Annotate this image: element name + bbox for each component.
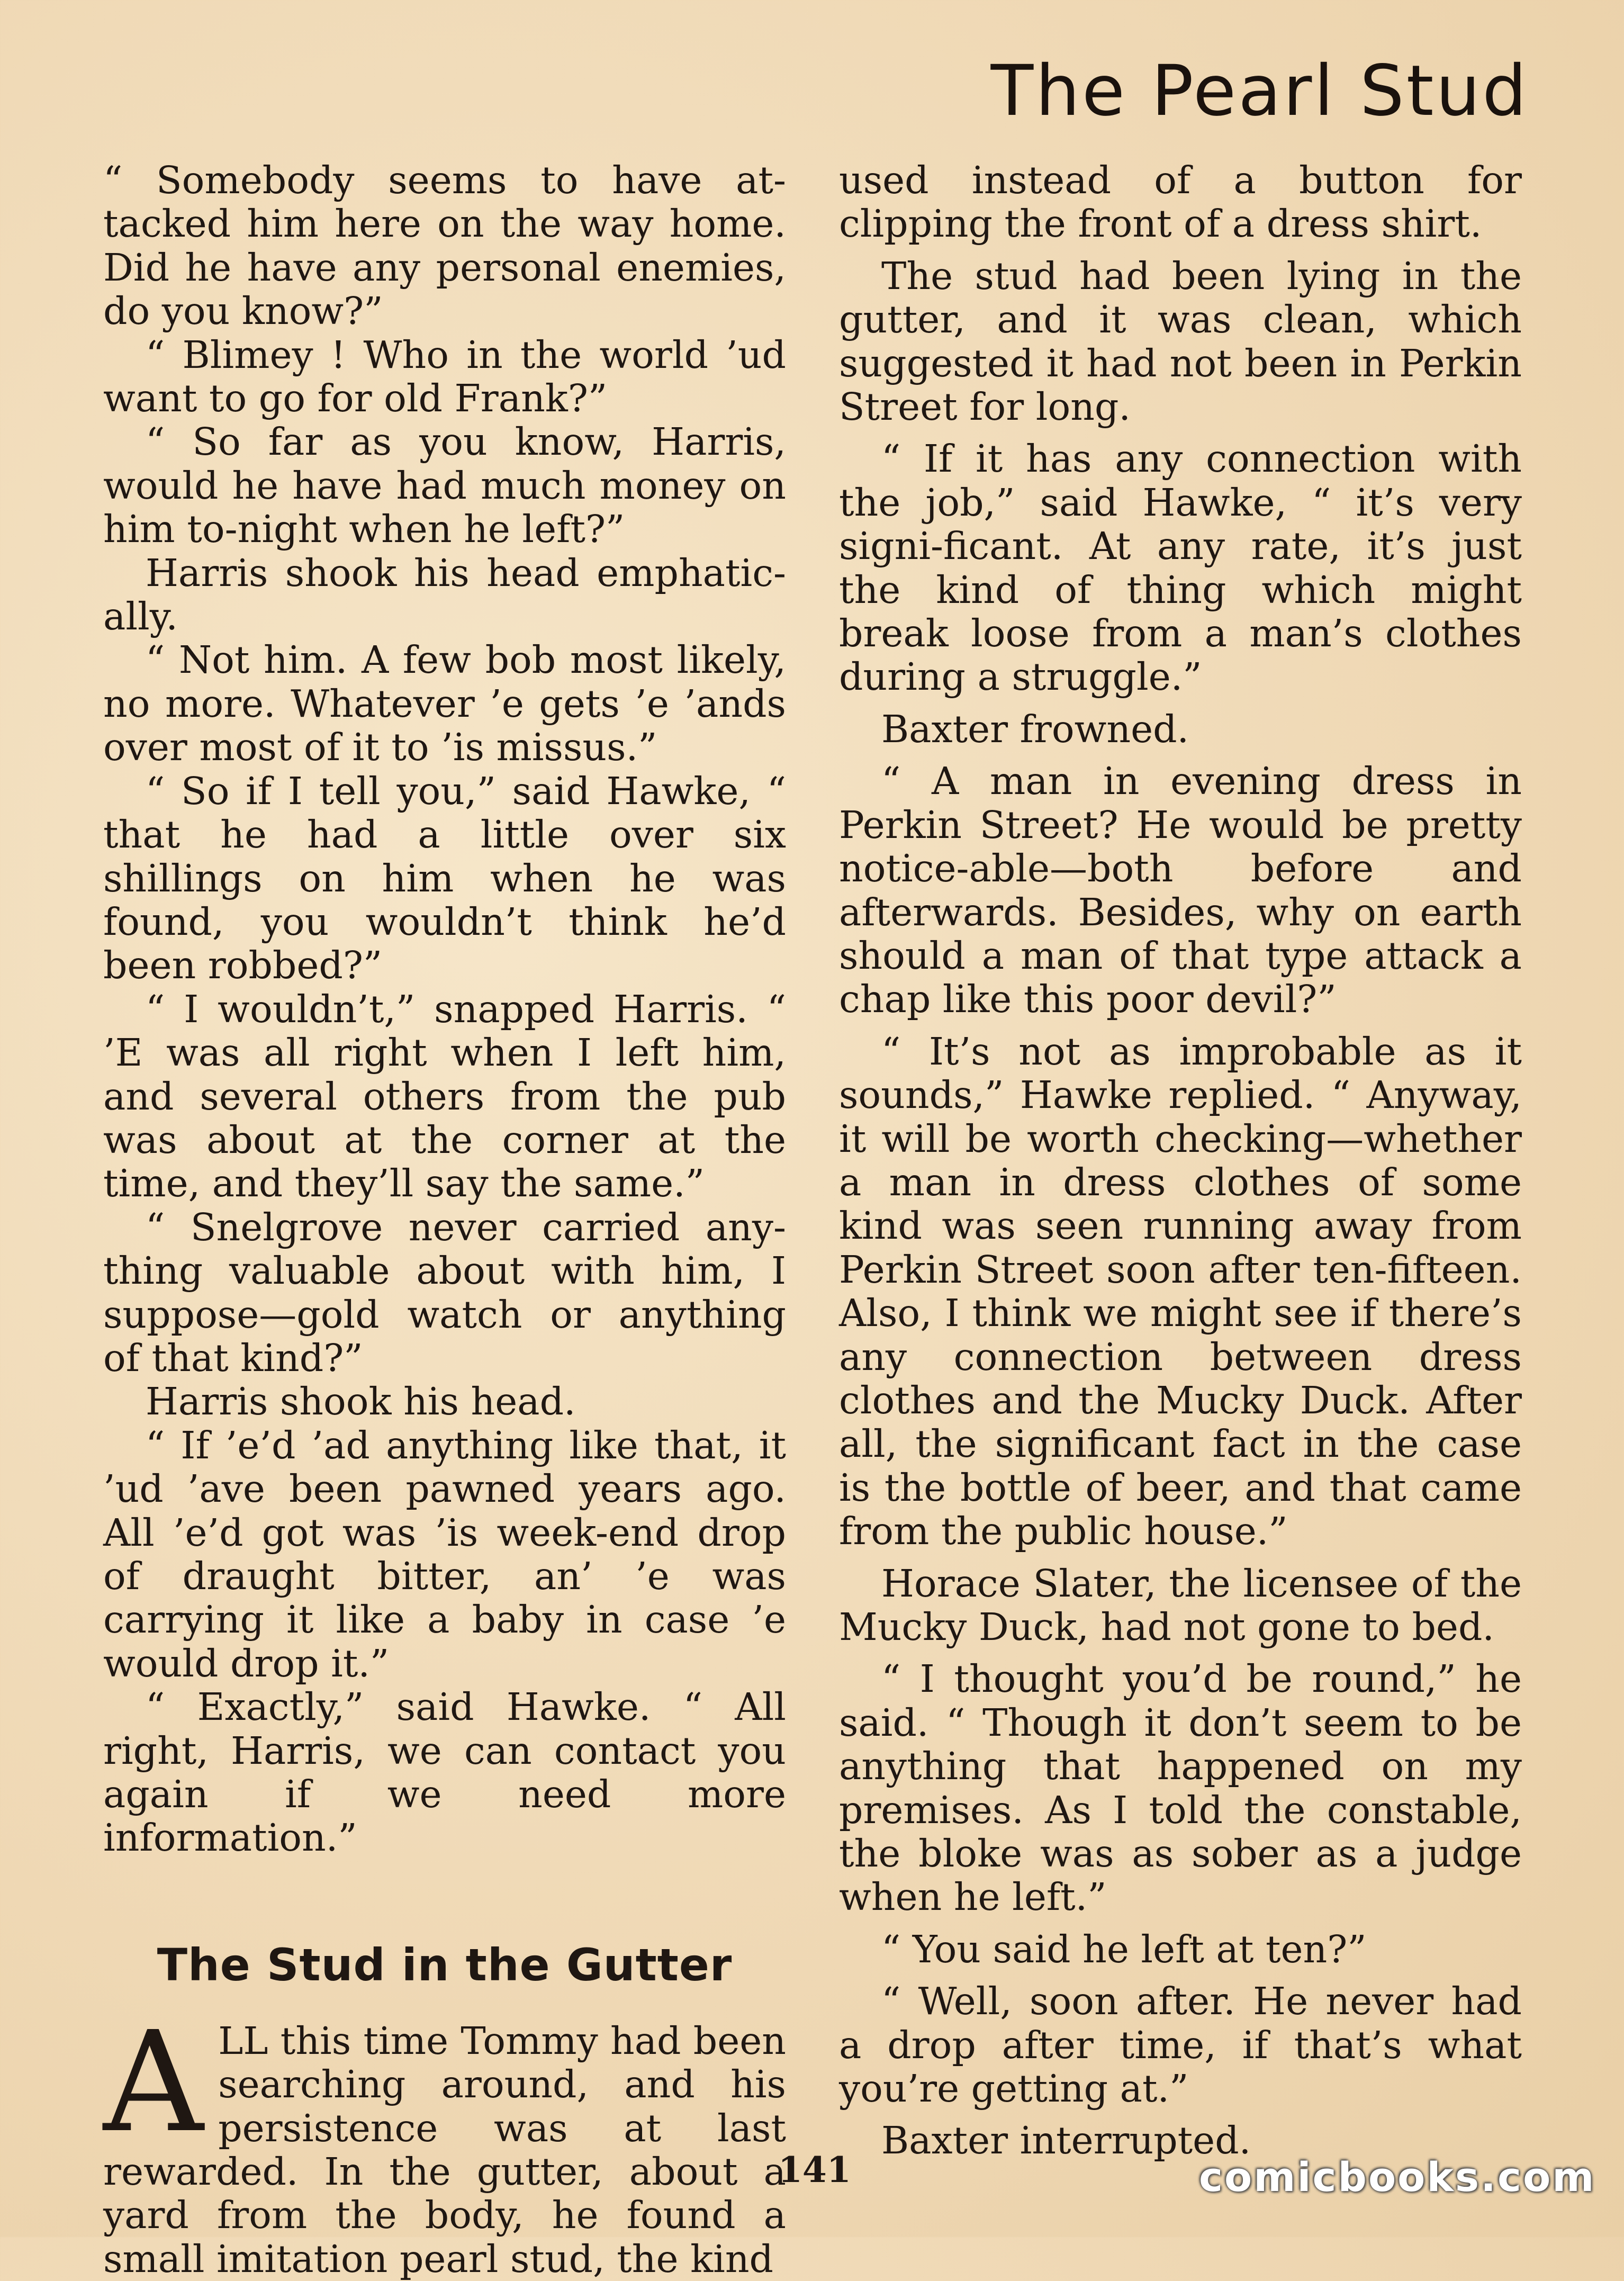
page-number: 141	[778, 2149, 851, 2190]
running-title: The Pearl Stud	[990, 50, 1529, 132]
left-column	[103, 159, 786, 2281]
paragraph: Baxter interrupted.	[881, 2118, 1251, 2163]
paragraph: “ I wouldn’t,” snapped Harris. “ ’E was all right when I left him, and several others from the pub was about at the corner at the time, and they’ll say the same.”	[103, 987, 786, 1206]
right-column	[839, 159, 1522, 2163]
watermark: comicbooks.com	[1199, 2153, 1596, 2201]
drop-cap-paragraph-text: LL this time Tommy had been searching around, and his persistence was at last rewarded. In the gutter, about a yard from the body, he found a small imitation pearl stud, the kind	[103, 2018, 786, 2281]
section-subheading: The Stud in the Gutter	[157, 1939, 733, 1991]
paragraph: “ Well, soon after. He never had a drop after time, if that’s what you’re getting at.”	[839, 1979, 1522, 2111]
paragraph: “ You said he left at ten?”	[881, 1927, 1367, 1971]
drop-cap: A	[103, 2001, 204, 2163]
paragraph: “ It’s not as improbable as it sounds,” Hawke replied. “ Anyway, it will be worth checking—whether a man in dress clothes of some kind was seen running away from Perkin Street soon after ten-fifteen. Also, I think we might see if there’s any connection between dress clothes and the Mucky Duck. After all, the significant fact in the case is the bottle of beer, and that came from the public house.”	[839, 1029, 1522, 1554]
paragraph: “ Blimey ! Who in the world ’ud want to go for old Frank?”	[103, 332, 786, 421]
paragraph: “ Not him. A few bob most likely, no more. Whatever ’e gets ’e ’ands over most of it to ’is missus.”	[103, 638, 786, 770]
paragraph: “ So far as you know, Harris, would he have had much money on him to-night when he left?”	[103, 420, 786, 552]
paragraph: The stud had been lying in the gutter, and it was clean, which suggested it had not been in Perkin Street for long.	[839, 254, 1522, 429]
paragraph: “ Somebody seems to have at-tacked him here on the way home. Did he have any personal enemies, do you know?”	[103, 158, 786, 333]
paragraph: “ If it has any connection with the job,” said Hawke, “ it’s very signi-ficant. At any rate, it’s just the kind of thing which might break loose from a man’s clothes during a struggle.”	[839, 437, 1522, 699]
paragraph: Horace Slater, the licensee of the Mucky Duck, had not gone to bed.	[839, 1561, 1522, 1649]
paragraph-continuation: used instead of a button for clipping the front of a dress shirt.	[839, 158, 1522, 246]
paragraph: “ A man in evening dress in Perkin Street? He would be pretty notice-able—both before and afterwards. Besides, why on earth should a man of that type attack a chap like this poor devil?”	[839, 759, 1522, 1022]
paragraph: Harris shook his head emphatic-ally.	[103, 551, 786, 639]
paragraph: “ If ’e’d ’ad anything like that, it ’ud ’ave been pawned years ago. All ’e’d got was ’is week-end drop of draught bitter, an’ ’e was carrying it like a baby in case ’e would drop it.”	[103, 1423, 786, 1685]
paragraph: Baxter frowned.	[881, 707, 1189, 751]
paragraph: Harris shook his head.	[146, 1380, 576, 1424]
paragraph: “ So if I tell you,” said Hawke, “ that he had a little over six shillings on him when he was found, you wouldn’t think he’d been robbed?”	[103, 769, 786, 988]
drop-cap-paragraph	[103, 2001, 786, 2281]
paragraph: “ I thought you’d be round,” he said. “ Though it don’t seem to be anything that happened on my premises. As I told the constable, the bloke was as sober as a judge when he left.”	[839, 1657, 1522, 1919]
paragraph: “ Snelgrove never carried any-thing valuable about with him, I suppose—gold watch or anything of that kind?”	[103, 1205, 786, 1380]
paragraph: “ Exactly,” said Hawke. “ All right, Harris, we can contact you again if we need more information.”	[103, 1685, 786, 1860]
